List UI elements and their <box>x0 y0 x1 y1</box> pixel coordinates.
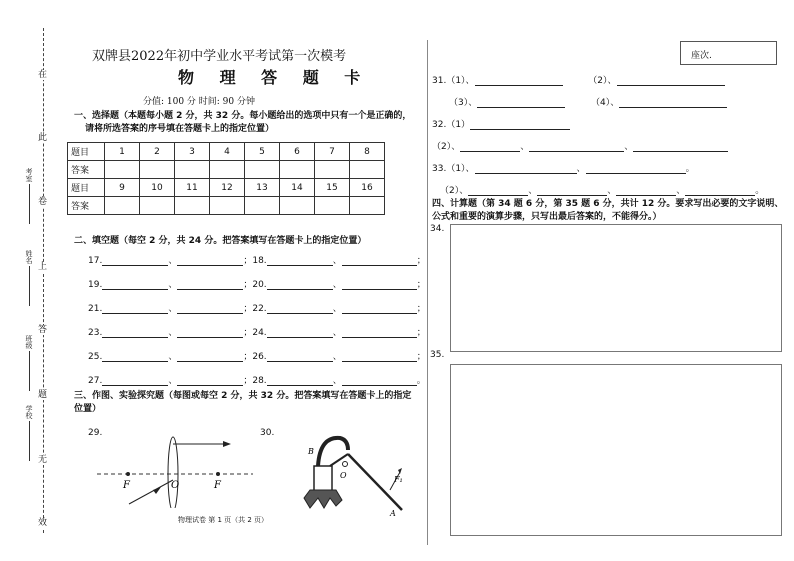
lens-diagram <box>95 428 255 508</box>
binding-char: 卷 <box>38 197 48 207</box>
exam-title: 双牌县2022年初中学业水平考试第一次模考 <box>92 49 347 64</box>
section1-title: 一、选择题（本题每小题 2 分，共 32 分。每小题给出的选项中只有一个是正确的， 请将所选答案的序号填在答题卡上的指定位置） <box>74 111 412 134</box>
subject-title: 物 理 答 题 卡 <box>178 68 371 87</box>
binding-char: 答 <box>38 325 48 335</box>
binding-char: 无 <box>38 455 48 465</box>
q35-answer-box[interactable] <box>450 364 782 536</box>
seat-number-box[interactable]: 座次. <box>680 41 777 65</box>
page-divider <box>427 40 428 545</box>
field-exam-room: 考室 <box>24 168 34 224</box>
score-time: 分值: 100 分 时间: 90 分钟 <box>143 97 255 107</box>
binding-char: 此 <box>38 133 48 143</box>
section4-title: 四、计算题（第 34 题 6 分，第 35 题 6 分，共计 12 分。要求写出必要的文字说明、 公式和重要的演算步骤，只写出最后答案的，不能得分。） <box>432 199 784 222</box>
page-footer: 物理试卷 第 1 页（共 2 页） <box>178 516 269 524</box>
q33-row1: 33.（1）、 、 。 <box>432 164 695 174</box>
q29-label: 29. <box>88 428 103 438</box>
fill-row: 21. 、 ；22. 、 ； <box>88 304 426 314</box>
q31-row1: 31.（1）、 （2）、 <box>432 73 725 86</box>
binding-char: 效 <box>38 518 48 528</box>
q33-row2: （2）、 、 、 、 。 <box>440 186 765 196</box>
fulcrum-label: O <box>340 471 347 480</box>
fill-row: 17. 、 ；18. 、 ； <box>88 256 426 266</box>
q35-label: 35. <box>430 350 445 360</box>
optical-center-label: O <box>171 480 180 491</box>
binding-char: 上 <box>38 262 48 272</box>
q34-answer-box[interactable] <box>450 224 782 352</box>
q30-label: 30. <box>260 428 275 438</box>
binding-char: 题 <box>38 390 48 400</box>
fill-row: 27. 、 ；28. 、 。 <box>88 376 426 386</box>
field-name: 姓名 <box>24 250 34 306</box>
point-b-label: B <box>308 447 314 456</box>
field-class: 班级 <box>24 335 34 391</box>
section2-title: 二、填空题（每空 2 分，共 24 分。把答案填写在答题卡上的指定位置） <box>74 236 367 246</box>
focus-label: F <box>123 480 130 491</box>
binding-char: 在 <box>38 70 48 80</box>
fill-row: 19. 、 ；20. 、 ； <box>88 280 426 290</box>
lever-diagram <box>290 428 420 518</box>
focus-label: F <box>214 480 221 491</box>
q31-row2: （3）、 （4）、 <box>432 95 727 108</box>
fill-row: 25. 、 ；26. 、 ； <box>88 352 426 362</box>
point-a-label: A <box>390 509 396 518</box>
q32-row1: 32.（1） <box>432 117 570 130</box>
field-school: 学校 <box>24 405 34 461</box>
q32-row2: （2）、 、 、 <box>432 139 728 152</box>
q34-label: 34. <box>430 224 445 234</box>
fill-row: 23. 、 ；24. 、 ； <box>88 328 426 338</box>
choice-answer-table: 题目 1 2 3 4 5 6 7 8 答案 题目 9 10 11 12 13 14 15 16 答案 <box>67 142 385 215</box>
section3-title: 三、作图、实验探究题（每图或每空 2 分，共 32 分。把答案填写在答题卡上的指定 位置） <box>74 391 412 414</box>
force-label: F₁ <box>394 475 403 484</box>
